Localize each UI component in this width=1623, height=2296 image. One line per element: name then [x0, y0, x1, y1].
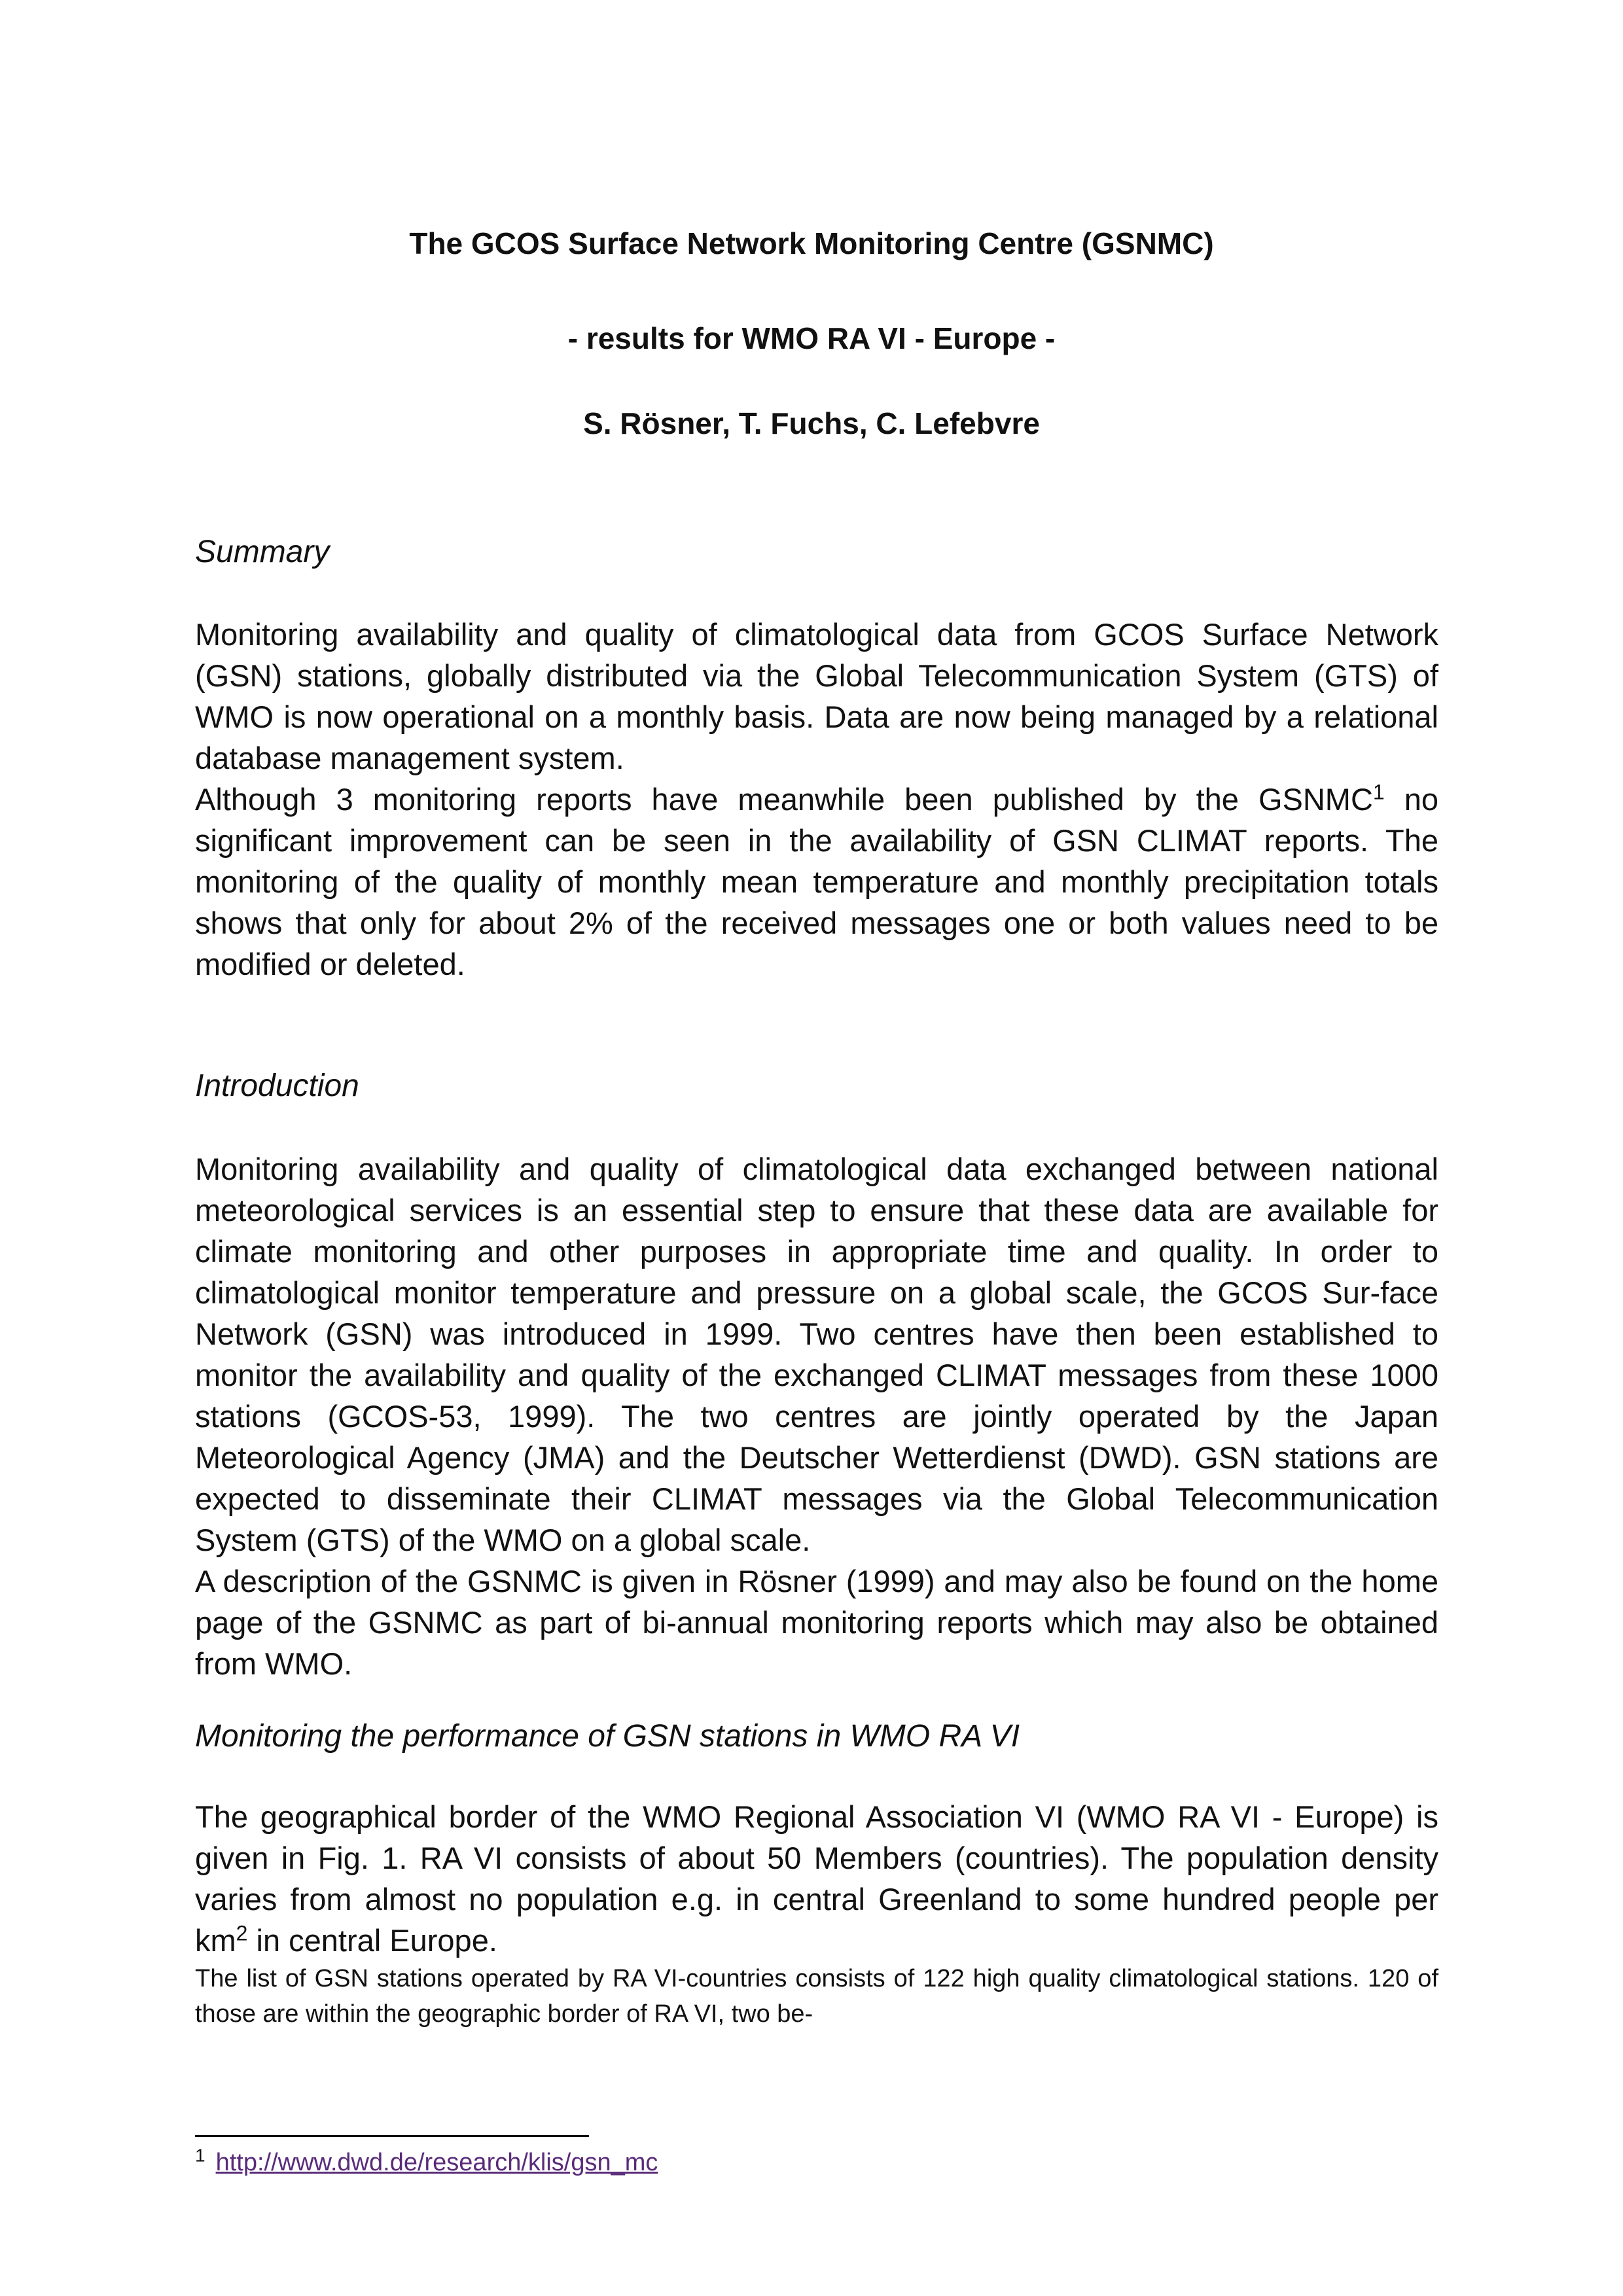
- summary-paragraph-2-text: Although 3 monitoring reports have meanwhile been published by the GSNMC: [195, 782, 1373, 817]
- summary-paragraph-1: Monitoring availability and quality of climatological data from GCOS Surface Network (GSN) stations, globally distributed via the Global Telecommunication System (GTS) of WMO is now operational on a monthly basis. Data are now being managed by a relational database management system.: [195, 617, 1438, 775]
- footnote-link[interactable]: http://www.dwd.de/research/klis/gsn_mc: [215, 2149, 658, 2176]
- introduction-heading: Introduction: [195, 1069, 359, 1103]
- monitoring-text: [195, 1796, 1438, 2032]
- summary-paragraph-2: [195, 779, 1438, 985]
- introduction-text: [195, 1148, 1438, 1684]
- footnote-number: 1: [195, 2145, 205, 2166]
- monitoring-heading: Monitoring the performance of GSN stations in WMO RA VI: [195, 1719, 1020, 1754]
- monitoring-paragraph-2: The list of GSN stations operated by RA VI-countries consists of 122 high quality climatological stations. 120 of those are within the geographic border of RA VI, two be-: [195, 1965, 1438, 2028]
- monitoring-paragraph-1-text: The geographical border of the WMO Regional Association VI (WMO RA VI - Europe) is given in Fig. 1. RA VI consists of about 50 Members (countries). The population density varies from almost no population e.g. in central Greenland to some hundred people per km: [195, 1799, 1438, 1958]
- introduction-paragraph-1: Monitoring availability and quality of climatological data exchanged between national meteorological services is an essential step to ensure that these data are available for climate monitoring and other purposes in appropriate time and quality. In order to climatological monitor temperature and pressure on a global scale, the GCOS Sur-face Network (GSN) was introduced in 1999. Two centres have then been established to monitor the availability and quality of the exchanged CLIMAT messages from these 1000 stations (GCOS-53, 1999). The two centres are jointly operated by the Japan Meteorological Agency (JMA) and the Deutscher Wetterdienst (DWD). GSN stations are expected to disseminate their CLIMAT messages via the Global Telecommunication System (GTS) of the WMO on a global scale.: [195, 1152, 1438, 1557]
- monitoring-paragraph-1: [195, 1796, 1438, 1961]
- monitoring-paragraph-1-cont: in central Europe.: [247, 1923, 497, 1958]
- summary-paragraph-2-cont: no significant improvement can be seen in the availability of GSN CLIMAT reports. The monitoring of the quality of monthly mean temperature and monthly precipitation totals shows that only for about 2% of the received messages one or both values need to be modified or deleted.: [195, 782, 1438, 981]
- document-authors: S. Rösner, T. Fuchs, C. Lefebvre: [583, 406, 1040, 440]
- summary-text: [195, 614, 1438, 985]
- document-title: The GCOS Surface Network Monitoring Centre (GSNMC): [409, 226, 1214, 260]
- superscript-2: 2: [236, 1921, 248, 1945]
- footnote-ref: 1: [1372, 780, 1385, 804]
- footnote-separator: [195, 2135, 589, 2137]
- document-subtitle: - results for WMO RA VI - Europe -: [567, 321, 1056, 355]
- summary-heading: Summary: [195, 535, 330, 569]
- introduction-paragraph-2: A description of the GSNMC is given in Rösner (1999) and may also be found on the home page of the GSNMC as part of bi-annual monitoring reports which may also be obtained from WMO.: [195, 1564, 1438, 1681]
- footnote: [195, 2145, 658, 2180]
